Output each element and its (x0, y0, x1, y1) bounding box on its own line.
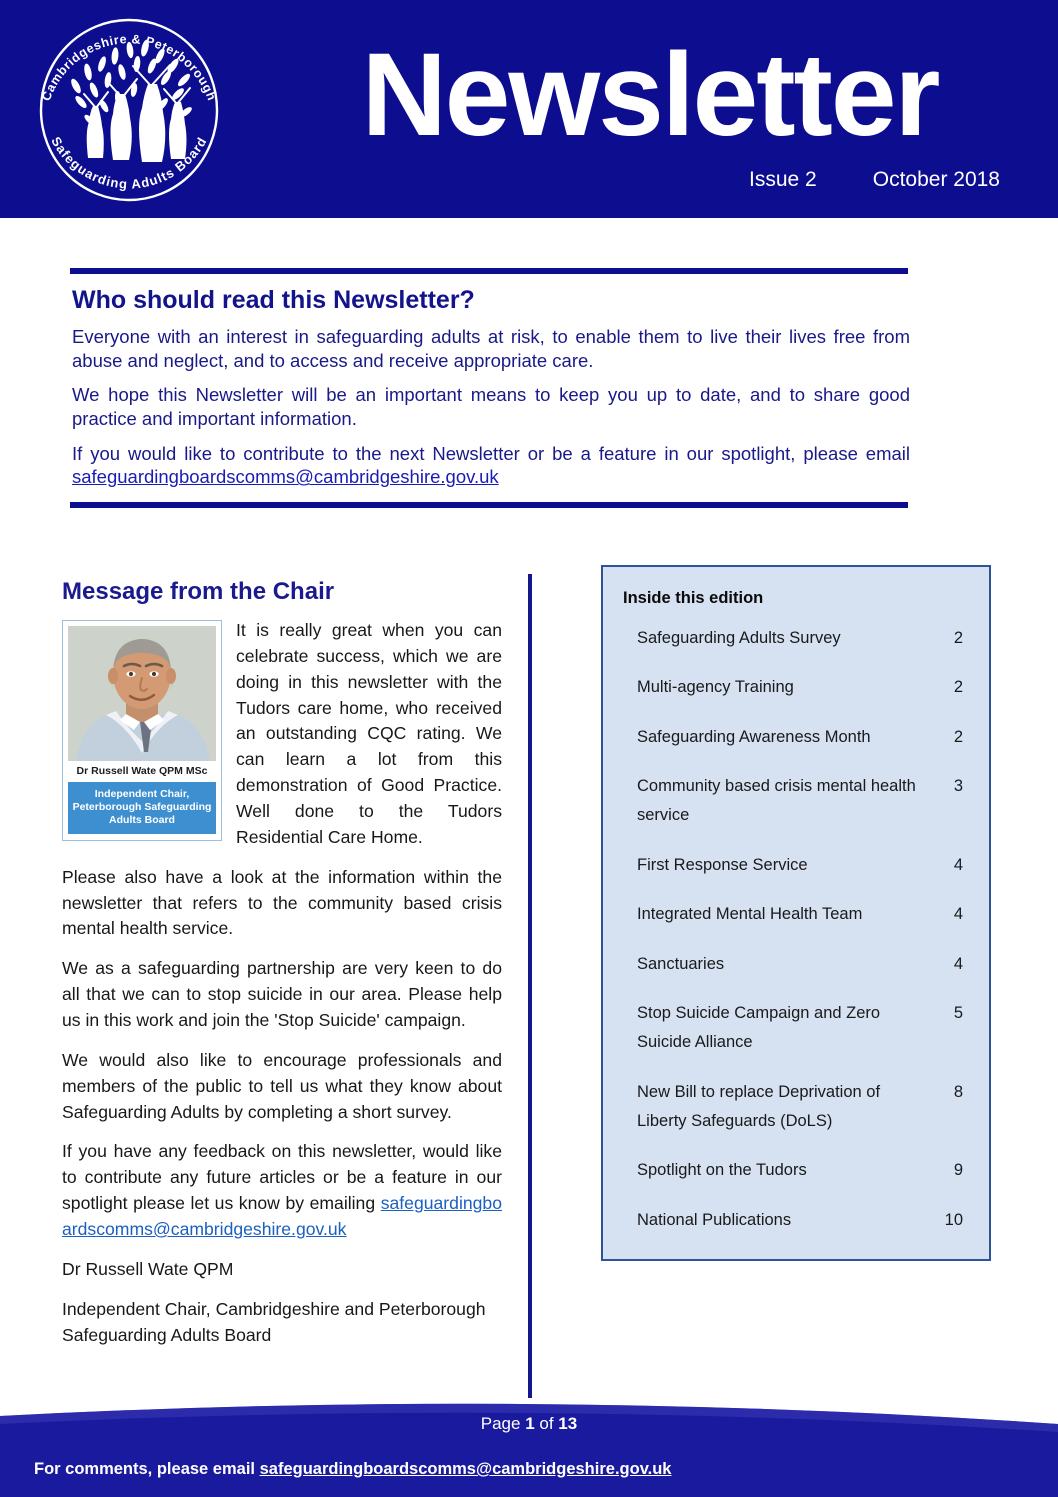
toc-item-label: Safeguarding Adults Survey (637, 629, 841, 647)
issue-date-line (749, 168, 1000, 192)
toc-item-page: 10 (944, 1210, 963, 1229)
chair-paragraph-5 (62, 1139, 502, 1242)
toc-item-page: 4 (953, 855, 963, 874)
message-from-chair-section (62, 578, 502, 1362)
toc-item-label: National Publications (637, 1210, 792, 1229)
toc-item-page: 2 (953, 727, 963, 746)
footer-comments-line (34, 1460, 671, 1479)
toc-item-label: Multi-agency Training (637, 678, 794, 697)
toc-item[interactable] (621, 673, 963, 702)
toc-item-page: 4 (953, 954, 963, 973)
toc-item-page: 4 (953, 905, 963, 924)
chair-paragraph-3: We as a safeguarding partnership are very keen to do all that we can to stop suicide in our area. Please help us in this work and join the 'Stop Suicide' campaign. (62, 958, 502, 1031)
issue-date: October 2018 (872, 168, 1000, 191)
toc-item[interactable] (621, 999, 963, 1058)
toc-item-page: 2 (953, 678, 963, 697)
toc-item-label: Integrated Mental Health Team (637, 905, 863, 924)
footer-page-total: 13 (558, 1414, 578, 1433)
chair-signoff-title: Independent Chair, Cambridgeshire and Peterborough Safeguarding Adults Board (62, 1298, 486, 1345)
toc-item[interactable] (621, 624, 963, 653)
logo-top-text: Cambridgeshire & Peterborough (39, 32, 219, 103)
toc-item-page: 8 (953, 1082, 963, 1101)
who-section-bottom-rule (70, 502, 908, 508)
toc-title: Inside this edition (623, 589, 764, 607)
chair-section-heading: Message from the Chair (62, 578, 335, 605)
toc-item-page: 5 (953, 1003, 963, 1022)
footer-email-link[interactable]: safeguardingboardscomms@cambridgeshire.gov.uk (259, 1460, 672, 1478)
who-section-email-link[interactable]: safeguardingboardscomms@cambridgeshire.gov.uk (72, 466, 499, 488)
toc-item[interactable] (621, 900, 963, 929)
toc-item-page: 3 (953, 777, 963, 796)
toc-item[interactable] (621, 851, 963, 880)
tree-group-roundel-icon (18, 12, 240, 208)
chair-section-email-link[interactable]: safeguardingboardscomms@cambridgeshire.gov.uk (62, 1193, 502, 1240)
toc-item-label: Spotlight on the Tudors (637, 1161, 807, 1180)
toc-item[interactable] (621, 950, 963, 979)
svg-text:Cambridgeshire & Peterborough (39, 32, 219, 103)
toc-list (621, 624, 963, 1235)
who-should-read-section (70, 286, 910, 489)
column-divider (528, 574, 532, 1398)
chair-photo-role-caption: Independent Chair, Peterborough Safeguarding Adults Board (68, 782, 216, 834)
chair-portrait-photo (68, 626, 216, 761)
chair-photo-name-caption: Dr Russell Wate QPM MSc (76, 765, 208, 777)
toc-item[interactable] (621, 772, 963, 831)
safeguarding-adults-board-logo (18, 12, 240, 208)
footer-page-middle: of (534, 1414, 559, 1433)
logo-bottom-text: Safeguarding Adults Board (48, 134, 210, 192)
toc-item-label: Safeguarding Awareness Month (637, 727, 871, 746)
toc-item[interactable] (621, 1206, 963, 1235)
toc-item-label: Stop Suicide Campaign and Zero Suicide Alliance (637, 1003, 881, 1052)
issue-number: Issue 2 (749, 168, 817, 191)
chair-paragraph-4: We would also like to encourage professionals and members of the public to tell us what they know about Safeguarding Adults by completing a short survey. (62, 1049, 502, 1122)
chair-paragraph-5-text: If you have any feedback on this newsletter, would like to contribute any future articles or be a feature in our spotlight please let us know by emailing (62, 1141, 502, 1214)
who-paragraph-3-text: If you would like to contribute to the next Newsletter or be a feature in our spotlight, please email (72, 442, 910, 464)
toc-item[interactable] (621, 1156, 963, 1185)
who-paragraph-3 (70, 442, 910, 489)
portrait-illustration (68, 626, 216, 761)
footer-comments-text: For comments, please email (34, 1460, 260, 1478)
toc-item-page: 2 (953, 629, 963, 647)
footer-page-current: 1 (525, 1414, 535, 1433)
chair-signoff-name: Dr Russell Wate QPM (62, 1258, 234, 1279)
chair-paragraph-2: Please also have a look at the information within the newsletter that refers to the community based crisis mental health service. (62, 866, 502, 939)
toc-item-label: Sanctuaries (637, 954, 725, 973)
toc-item-label: New Bill to replace Deprivation of Liberty Safeguards (DoLS) (637, 1082, 881, 1130)
who-section-heading: Who should read this Newsletter? (72, 286, 475, 314)
chair-photo-card (62, 620, 222, 841)
toc-item-page: 9 (953, 1161, 963, 1180)
toc-item-label: First Response Service (637, 855, 808, 874)
who-section-top-rule (70, 268, 908, 274)
footer-band (0, 1394, 1058, 1497)
inside-this-edition-box (601, 565, 991, 1261)
toc-item[interactable] (621, 723, 963, 752)
footer-page-indicator (0, 1414, 1058, 1434)
toc-item-label: Community based crisis mental health service (637, 777, 916, 825)
chair-paragraph-1: It is really great when you can celebrate success, which we are doing in this newsletter with the Tudors care home, who received an outstanding CQC rating. We can learn a lot from this demonstration of Good Practice. Well done to the Tudors Residential Care Home. (236, 620, 502, 847)
toc-item[interactable] (621, 1078, 963, 1137)
footer-curve-shape (0, 1394, 1058, 1497)
who-paragraph-1: Everyone with an interest in safeguarding adults at risk, to enable them to live their lives free from abuse and neglect, and to access and receive appropriate care. (72, 326, 910, 371)
who-paragraph-2: We hope this Newsletter will be an important means to keep you up to date, and to share good practice and important information. (72, 384, 910, 430)
masthead-title: Newsletter (361, 29, 939, 161)
footer-page-prefix: Page (480, 1414, 526, 1433)
